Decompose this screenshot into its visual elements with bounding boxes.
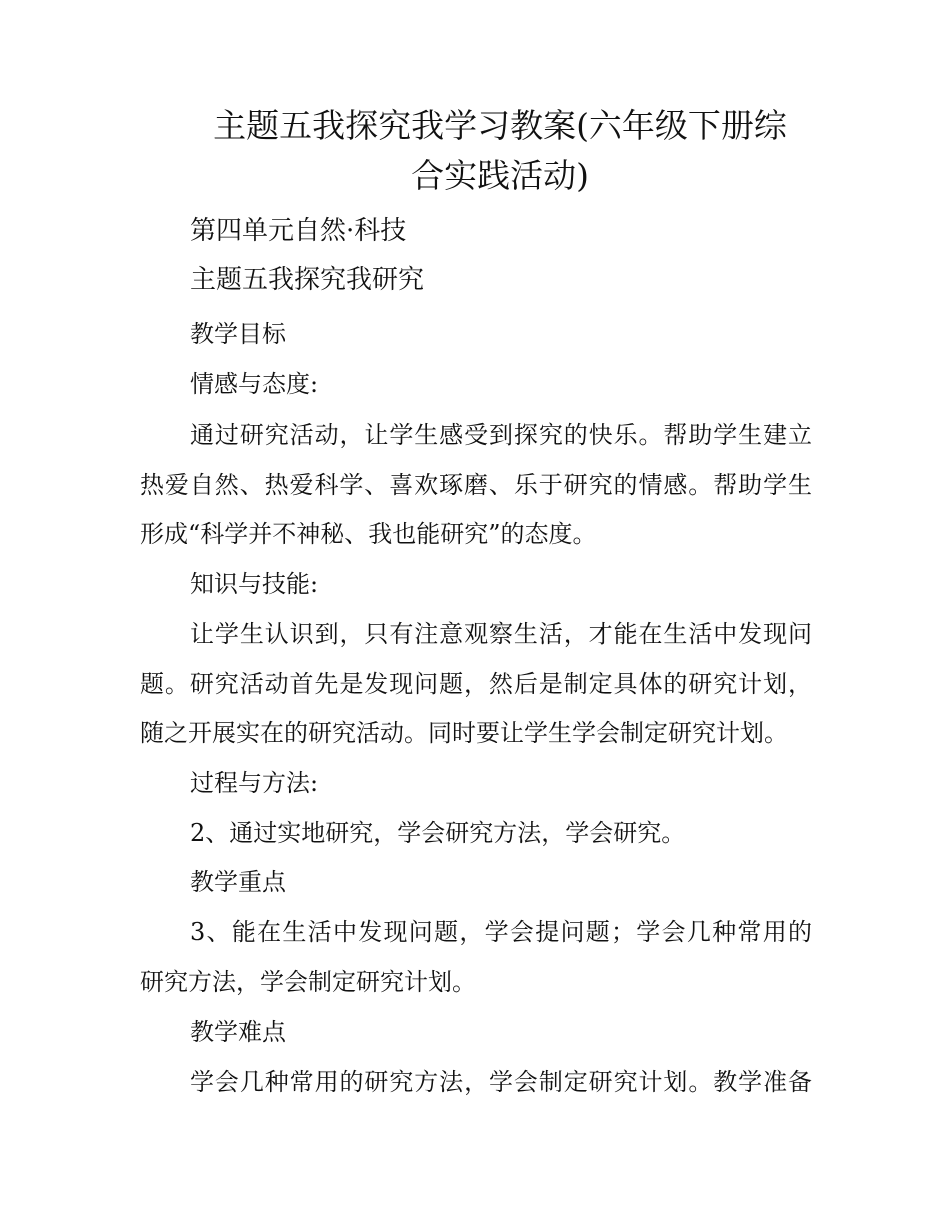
emotion-heading: 情感与态度: [190,370,319,398]
knowledge-paragraph-line-1: 让学生认识到，只有注意观察生活，才能在生活中发现问 [190,620,812,648]
unit-heading: 第四单元自然·科技 [190,216,407,246]
emotion-paragraph-line-2: 热爱自然、热爱科学、喜欢琢磨、乐于研究的情感。帮助学生 [140,471,812,499]
theme-heading: 主题五我探究我研究 [190,265,425,295]
document-title-line-2: 合实践活动) [411,156,589,195]
emotion-paragraph-line-1: 通过研究活动，让学生感受到探究的快乐。帮助学生建立 [190,421,812,449]
document-title-line-1: 主题五我探究我学习教案(六年级下册综 [213,106,787,145]
knowledge-heading: 知识与技能: [190,570,319,598]
key-points-line-2: 研究方法，学会制定研究计划。 [140,968,476,996]
knowledge-paragraph-line-2: 题。研究活动首先是发现问题，然后是制定具体的研究计划， [140,670,812,698]
knowledge-paragraph-line-3: 随之开展实在的研究活动。同时要让学生学会制定研究计划。 [140,719,788,747]
goals-heading: 教学目标 [190,320,286,348]
emotion-paragraph-line-3: 形成“科学并不神秘、我也能研究”的态度。 [140,520,597,548]
key-points-line-1: 3、能在生活中发现问题，学会提问题；学会几种常用的 [190,918,812,946]
process-item: 2、通过实地研究，学会研究方法，学会研究。 [190,819,686,847]
key-points-heading: 教学重点 [190,868,286,896]
difficulty-heading: 教学难点 [190,1018,286,1046]
process-heading: 过程与方法: [190,769,319,797]
difficulty-paragraph-line-1: 学会几种常用的研究方法，学会制定研究计划。教学准备 [190,1068,812,1096]
